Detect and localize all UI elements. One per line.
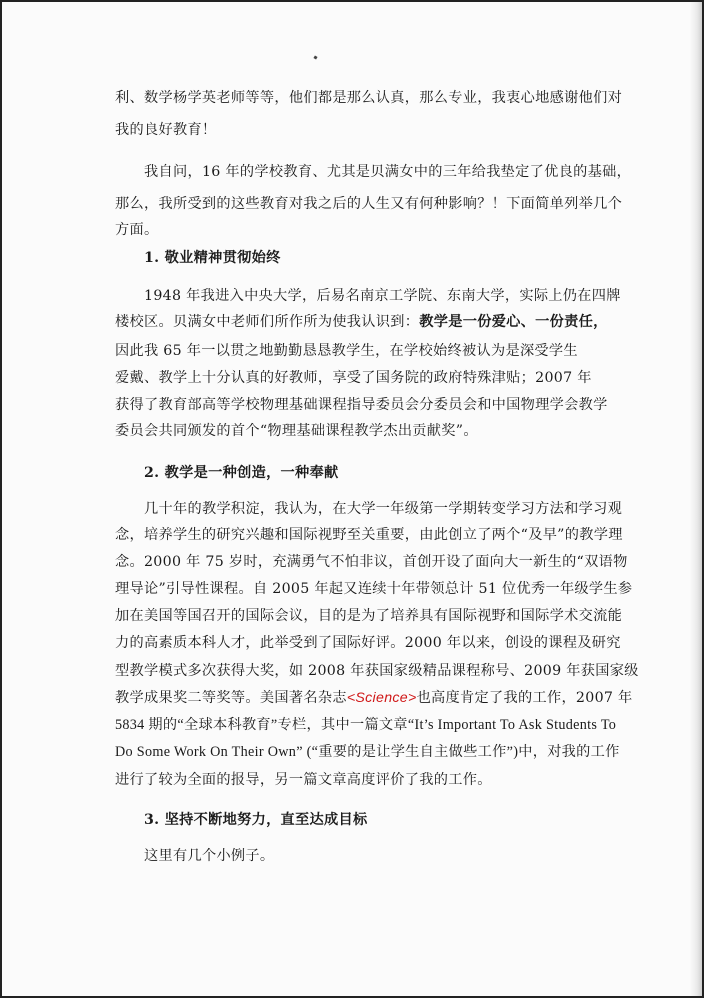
s2-line10: Do Some Work On Their Own” (“重要的是让学生自主做些工作”)中，对我的工作: [115, 744, 620, 760]
s2-line8: [115, 688, 633, 708]
section1-heading: 1. 敬业精神贯彻始终: [144, 250, 281, 266]
s2-line9: 5834 期的“全球本科教育”专栏，其中一篇文章“It’s Important To Ask Students To: [115, 717, 617, 733]
p2-line2: 那么，我所受到的这些教育对我之后的人生又有何种影响？！下面简单列举几个: [115, 196, 623, 212]
p1-line1: 利、数学杨学英老师等等，他们都是那么认真，那么专业，我衷心地感谢他们对: [115, 90, 623, 106]
p2-line3: 方面。: [115, 222, 159, 238]
s2-line5: 加在美国等国召开的国际会议，目的是为了培养具有国际视野和国际学术交流能: [115, 608, 623, 624]
scan-speck: [313, 55, 317, 59]
s2-line4: 理导论”引导性课程。自 2005 年起又连续十年带领总计 51 位优秀一年级学生参: [115, 581, 633, 597]
section2-heading: 2. 教学是一种创造，一种奉献: [144, 465, 339, 481]
journal-name: <Science>: [346, 690, 417, 706]
s2-line11: 进行了较为全面的报导，另一篇文章高度评价了我的工作。: [115, 772, 492, 788]
p2-line1: 我自问，16 年的学校教育、尤其是贝满女中的三年给我垫定了优良的基础，: [144, 164, 632, 180]
s1-line5: 获得了教育部高等学校物理基础课程指导委员会分委员会和中国物理学会教学: [115, 397, 608, 413]
s1-line2-emphasis: 教学是一份爱心、一份责任，: [419, 314, 608, 330]
s1-line3: 因此我 65 年一以贯之地勤勤恳恳教学生，在学校始终被认为是深受学生: [115, 343, 578, 359]
s1-line6: 委员会共同颁发的首个“物理基础课程教学杰出贡献奖”。: [115, 423, 478, 439]
s2-line7: 型教学模式多次获得大奖，如 2008 年获国家级精品课程称号、2009 年获国家级: [115, 663, 639, 679]
s1-line1: 1948 年我进入中央大学，后易名南京工学院、东南大学，实际上仍在四牌: [144, 288, 621, 304]
s1-line2-text: 楼校区。贝满女中老师们所作所为使我认识到：: [115, 314, 420, 330]
s1-line4: 爱戴、教学上十分认真的好教师，享受了国务院的政府特殊津贴；2007 年: [115, 370, 592, 386]
s2-line1: 几十年的教学积淀，我认为，在大学一年级第一学期转变学习方法和学习观: [144, 501, 623, 517]
section3-heading: 3. 坚持不断地努力，直至达成目标: [144, 812, 368, 828]
s2-line3: 念。2000 年 75 岁时，充满勇气不怕非议，首创开设了面向大一新生的“双语物: [115, 554, 628, 570]
s3-line1: 这里有几个小例子。: [144, 848, 275, 864]
s2-line2: 念，培养学生的研究兴趣和国际视野至关重要，由此创立了两个“及早”的教学理: [115, 527, 623, 543]
s2-line6: 力的高素质本科人才，此举受到了国际好评。2000 年以来，创设的课程及研究: [115, 635, 621, 651]
s2-line8-text-end: 也高度肯定了我的工作，2007 年: [416, 690, 633, 706]
s2-line8-text: 教学成果奖二等奖等。美国著名杂志: [115, 690, 347, 706]
s1-line2: [115, 312, 608, 332]
p1-line2: 我的良好教育！: [115, 122, 217, 138]
